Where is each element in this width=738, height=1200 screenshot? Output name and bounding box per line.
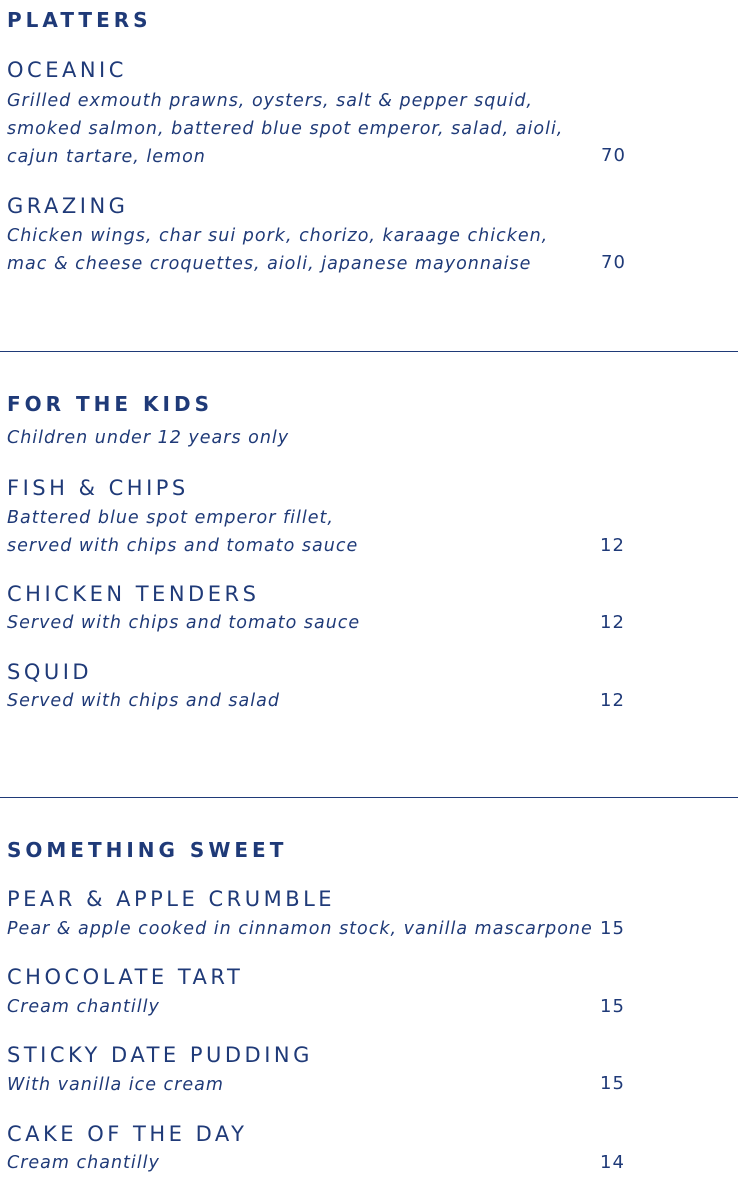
item-desc-cake-of-the-day: Cream chantilly (7, 1153, 160, 1173)
item-title-oceanic: OCEANIC (7, 58, 127, 82)
item-desc-grazing-line2: mac & cheese croquettes, aioli, japanese mayonnaise (7, 254, 532, 274)
item-desc-grazing-line1: Chicken wings, char sui pork, chorizo, karaage chicken, (7, 226, 549, 246)
item-desc-fish-chips-line1: Battered blue spot emperor fillet, (7, 508, 334, 528)
item-desc-crumble: Pear & apple cooked in cinnamon stock, vanilla mascarpone (7, 919, 593, 939)
section-title-kids: FOR THE KIDS (7, 392, 213, 416)
item-title-chicken-tenders: CHICKEN TENDERS (7, 582, 260, 606)
item-desc-oceanic-line2: smoked salmon, battered blue spot emperor, salad, aioli, (7, 119, 564, 139)
item-title-squid: SQUID (7, 660, 93, 684)
item-title-grazing: GRAZING (7, 194, 129, 218)
item-title-sticky-date: STICKY DATE PUDDING (7, 1043, 313, 1067)
item-desc-fish-chips-line2: served with chips and tomato sauce (7, 536, 359, 556)
item-price-chicken-tenders: 12 (600, 612, 625, 633)
item-price-grazing: 70 (601, 252, 626, 273)
item-price-sticky-date: 15 (600, 1073, 625, 1094)
item-desc-oceanic-line1: Grilled exmouth prawns, oysters, salt & pepper squid, (7, 91, 533, 111)
item-desc-oceanic-line3: cajun tartare, lemon (7, 147, 206, 167)
section-title-sweet: SOMETHING SWEET (7, 838, 288, 862)
item-title-crumble: PEAR & APPLE CRUMBLE (7, 887, 336, 911)
item-price-cake-of-the-day: 14 (600, 1152, 625, 1173)
item-price-crumble: 15 (600, 918, 625, 939)
item-price-oceanic: 70 (601, 145, 626, 166)
item-price-fish-chips: 12 (600, 535, 625, 556)
item-desc-chicken-tenders: Served with chips and tomato sauce (7, 613, 361, 633)
item-desc-squid: Served with chips and salad (7, 691, 280, 711)
section-divider (0, 797, 738, 798)
section-subtitle-kids: Children under 12 years only (7, 428, 290, 448)
section-title-platters: PLATTERS (7, 8, 152, 32)
item-title-cake-of-the-day: CAKE OF THE DAY (7, 1122, 248, 1146)
section-divider (0, 351, 738, 352)
item-title-fish-chips: FISH & CHIPS (7, 476, 189, 500)
item-title-chocolate-tart: CHOCOLATE TART (7, 965, 244, 989)
item-price-squid: 12 (600, 690, 625, 711)
item-desc-sticky-date: With vanilla ice cream (7, 1075, 224, 1095)
item-price-chocolate-tart: 15 (600, 996, 625, 1017)
item-desc-chocolate-tart: Cream chantilly (7, 997, 160, 1017)
